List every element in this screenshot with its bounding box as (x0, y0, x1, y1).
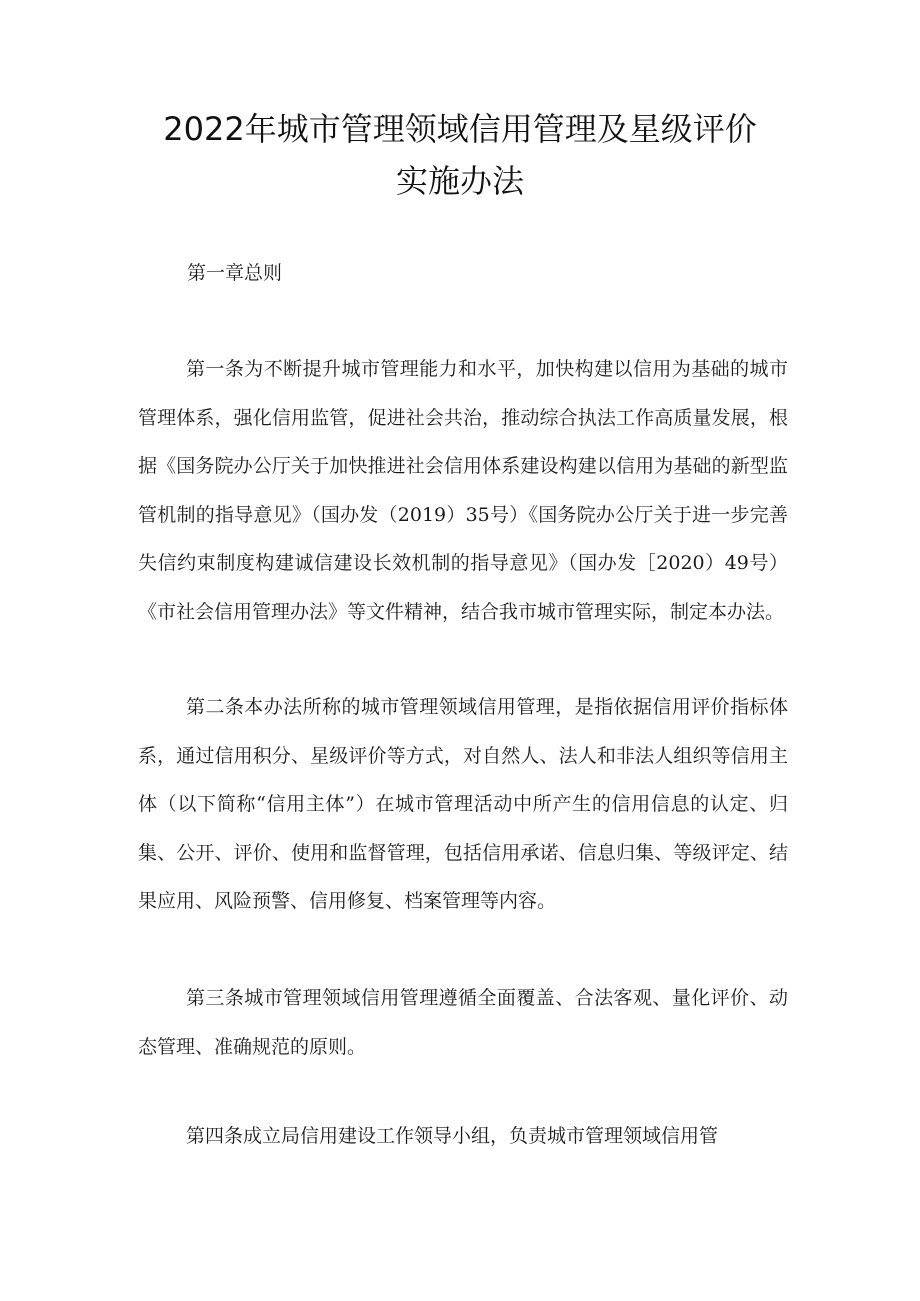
document-title-line-2 (0, 157, 920, 205)
title-text-2: 实施办法 (395, 162, 524, 200)
title-text-1: 2022年城市管理领域信用管理及星级评价 (163, 110, 757, 148)
article-2-paragraph: 第二条本办法所称的城市管理领域信用管理，是指依据信用评价指标体系，通过信用积分、星级评价等方式，对自然人、法人和非法人组织等信用主体（以下简称“信用主体”）在城市管理活动中所产生的信用信息的认定、归集、公开、评价、使用和监督管理，包括信用承诺、信息归集、等级评定、结果应用、风险预警、信用修复、档案管理等内容。 (138, 696, 788, 912)
document-title-line-1 (0, 105, 920, 153)
chapter-heading: 第一章总则 (187, 262, 283, 284)
article-1-paragraph: 第一条为不断提升城市管理能力和水平，加快构建以信用为基础的城市管理体系，强化信用监管，促进社会共治，推动综合执法工作高质量发展，根据《国务院办公厅关于加快推进社会信用体系建设构建以信用为基础的新型监管机制的指导意见》（国办发（2019）35号）《国务院办公厅关于进一步完善失信约束制度构建诚信建设长效机制的指导意见》（国办发［2020）49号）《市社会信用管理办法》等文件精神，结合我市城市管理实际，制定本办法。 (138, 358, 788, 623)
article-3-paragraph: 第三条城市管理领域信用管理遵循全面覆盖、合法客观、量化评价、动态管理、准确规范的原则。 (138, 987, 788, 1058)
article-4-paragraph: 第四条成立局信用建设工作领导小组，负责城市管理领域信用管 (186, 1125, 719, 1147)
